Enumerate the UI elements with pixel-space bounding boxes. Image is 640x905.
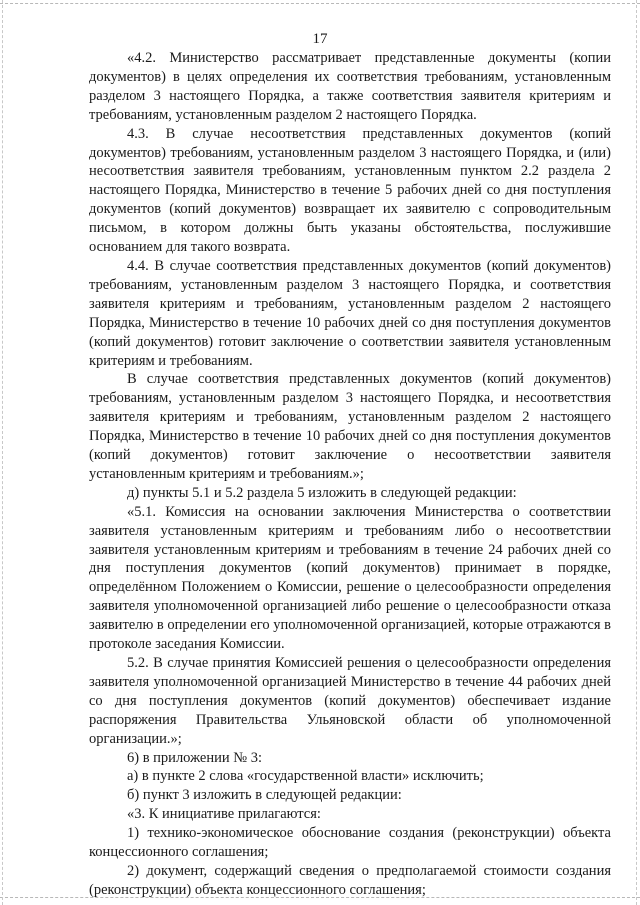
page-edge-top (0, 3, 640, 4)
paragraph-5-1: «5.1. Комиссия на основании заключения Министерства о соответствии заявителя установленным критериям и требованиям либо о несоответствии заявителя установленным критериям и требованиям в течение 24 рабочих дней со дня поступления документов (копий документов) принимает в порядке, определённом Положением о Комиссии, решение о целесообразности определения заявителя уполномоченной организацией либо решение о целесообразности отказа заявителю в определении его уполномоченной организацией, которые отражаются в протоколе заседания Комиссии. (89, 503, 611, 653)
paragraph-5-2: 5.2. В случае принятия Комиссией решения о целесообразности определения заявителя уполномоченной организацией Министерство в течение 44 рабочих дней со дня поступления документов (копий документов) обеспечивает издание распоряжения Правительства Ульяновской области об уполномоченной организации.»; (89, 655, 611, 747)
paragraph-item-b: б) пункт 3 изложить в следующей редакции: (127, 787, 402, 804)
paragraph-4-4: 4.4. В случае соответствия представленных документов (копий документов) требованиям, установленным разделом 3 настоящего Порядка, и соответствия заявителя критериям и требованиям, установленным разделом 2 настоящего Порядка, Министерство в течение 10 рабочих дней со дня поступления документов (копий документов) готовит заключение о соответствии заявителя установленным критериям и требованиям. (89, 257, 611, 369)
paragraph-item-6: 6) в приложении № 3: (127, 749, 262, 766)
paragraph-4-3: 4.3. В случае несоответствия представленных документов (копий документов) требованиям, установленным разделом 3 настоящего Порядка, и (или) несоответствия заявителя требованиям, установленным пунктом 2.2 раздела 2 настоящего Порядка, Министерство в течение 5 рабочих дней со дня поступления документов (копий документов) возвращает их заявителю с сопроводительным письмом, в котором должны быть указаны обстоятельства, послужившие основанием для такого возврата. (89, 125, 611, 256)
paragraph-annex-item-1: 1) технико-экономическое обоснование создания (реконструкции) объекта концессионного соглашения; (89, 825, 611, 861)
paragraph-annex-item-2: 2) документ, содержащий сведения о предполагаемой стоимости создания (реконструкции) объекта концессионного соглашения; (89, 862, 611, 898)
paragraph-item-d: д) пункты 5.1 и 5.2 раздела 5 изложить в следующей редакции: (127, 484, 517, 501)
paragraph-annex-3: «3. К инициативе прилагаются: (127, 806, 321, 823)
paragraph-item-a: а) в пункте 2 слова «государственной власти» исключить; (127, 768, 484, 785)
paragraph-4-4-continued: В случае соответствия представленных документов (копий документов) требованиям, установленным разделом 3 настоящего Порядка, и несоответствия заявителя критериям и требованиям, установленным разделом 2 настоящего Порядка, Министерство в течение 10 рабочих дней со дня поступления документов (копий документов) готовит заключение о несоответствии заявителя установленным критериям и требованиям.»; (89, 371, 611, 482)
page-edge-right (636, 0, 637, 905)
page-number: 17 (312, 31, 328, 47)
document-body (89, 49, 611, 900)
page-edge-left (2, 0, 3, 905)
paragraph-4-2: «4.2. Министерство рассматривает представленные документы (копии документов) в целях определения их соответствия требованиям, установленным разделом 3 настоящего Порядка, а также соответствия заявителя критериям и требованиям, установленным разделом 2 настоящего Порядка. (89, 50, 611, 123)
